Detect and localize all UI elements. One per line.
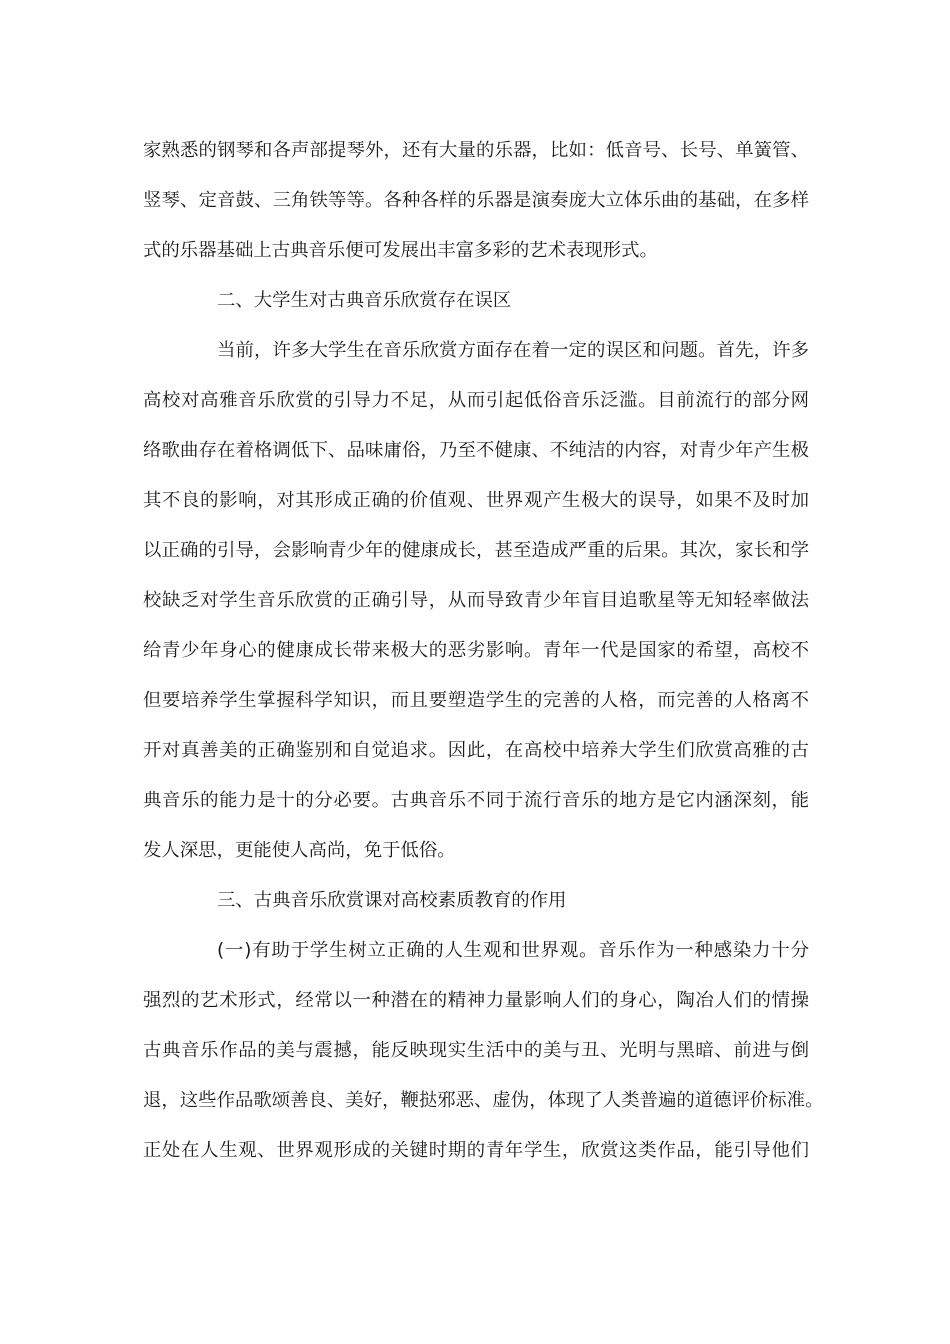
paragraph-line: 正处在人生观、世界观形成的关键时期的青年学生，欣赏这类作品，能引导他们 (143, 1140, 809, 1161)
paragraph-line: 开对真善美的正确鉴别和自觉追求。因此，在高校中培养大学生们欣赏高雅的古 (143, 740, 809, 761)
paragraph-line: 发人深思，更能使人高尚，免于低俗。 (143, 840, 456, 861)
paragraph-line: (一)有助于学生树立正确的人生观和世界观。音乐作为一种感染力十分 (217, 940, 809, 961)
paragraph-line: 其不良的影响，对其形成正确的价值观、世界观产生极大的误导，如果不及时加 (143, 490, 809, 511)
paragraph-line: 强烈的艺术形式，经常以一种潜在的精神力量影响人们的身心，陶冶人们的情操 (143, 990, 809, 1011)
paragraph-line: 高校对高雅音乐欣赏的引导力不足，从而引起低俗音乐泛滥。目前流行的部分网 (143, 390, 809, 411)
paragraph-line: 退，这些作品歌颂善良、美好，鞭挞邪恶、虚伪，体现了人类普遍的道德评价标准。 (143, 1090, 824, 1111)
paragraph-line: 以正确的引导，会影响青少年的健康成长，甚至造成严重的后果。其次，家长和学 (143, 540, 809, 561)
paragraph-line: 给青少年身心的健康成长带来极大的恶劣影响。青年一代是国家的希望，高校不 (143, 640, 809, 661)
paragraph-line: 络歌曲存在着格调低下、品味庸俗，乃至不健康、不纯洁的内容，对青少年产生极 (143, 440, 809, 461)
paragraph-line: 当前，许多大学生在音乐欣赏方面存在着一定的误区和问题。首先，许多 (217, 340, 809, 361)
paragraph-line: 家熟悉的钢琴和各声部提琴外，还有大量的乐器，比如：低音号、长号、单簧管、 (143, 140, 809, 161)
section-heading: 三、古典音乐欣赏课对高校素质教育的作用 (217, 890, 567, 911)
paragraph-line: 校缺乏对学生音乐欣赏的正确引导，从而导致青少年盲目追歌星等无知轻率做法 (143, 590, 809, 611)
paragraph-line: 竖琴、定音鼓、三角铁等等。各种各样的乐器是演奏庞大立体乐曲的基础，在多样 (143, 190, 809, 211)
section-heading: 二、大学生对古典音乐欣赏存在误区 (217, 290, 512, 311)
paragraph-line: 式的乐器基础上古典音乐便可发展出丰富多彩的艺术表现形式。 (143, 240, 658, 261)
paragraph-line: 典音乐的能力是十的分必要。古典音乐不同于流行音乐的地方是它内涵深刻，能 (143, 790, 809, 811)
paragraph-line: 但要培养学生掌握科学知识，而且要塑造学生的完善的人格，而完善的人格离不 (143, 690, 809, 711)
paragraph-line: 古典音乐作品的美与震撼，能反映现实生活中的美与丑、光明与黑暗、前进与倒 (143, 1040, 809, 1061)
